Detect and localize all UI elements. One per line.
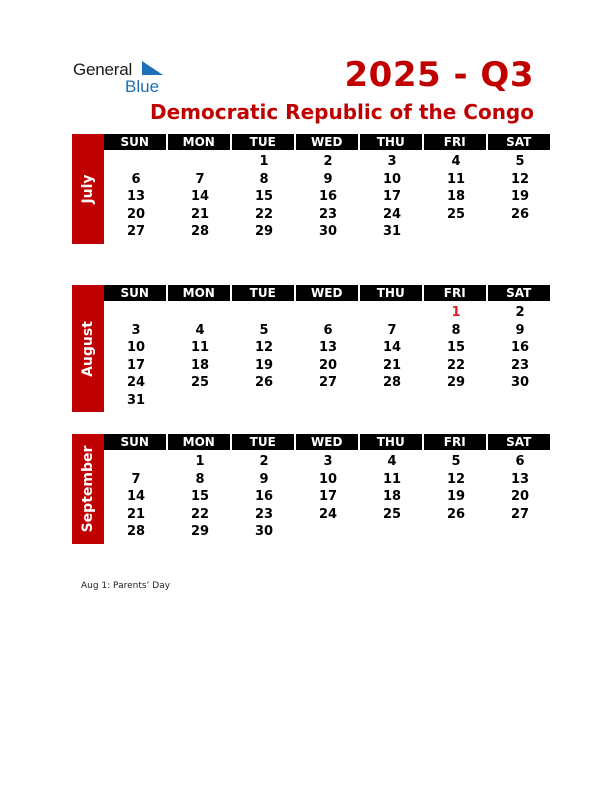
week-row bbox=[104, 171, 552, 189]
page-subtitle: Democratic Republic of the Congo bbox=[149, 100, 534, 124]
week-row bbox=[104, 223, 552, 241]
day-cell: 19 bbox=[510, 189, 530, 204]
day-cell: 24 bbox=[126, 375, 146, 390]
day-cell: 23 bbox=[254, 506, 274, 522]
empty-cell bbox=[104, 153, 168, 171]
weekday-label: WED bbox=[296, 134, 358, 150]
weekday-header bbox=[104, 434, 550, 450]
weekday-label: TUE bbox=[232, 285, 294, 301]
empty-cell bbox=[232, 304, 296, 322]
day-cell: 10 bbox=[126, 340, 146, 355]
day-cell: 20 bbox=[510, 489, 530, 504]
day-cell: 24 bbox=[382, 206, 402, 222]
day-cell: 9 bbox=[259, 471, 269, 487]
week-row bbox=[104, 153, 552, 171]
day-cell: 10 bbox=[382, 171, 402, 187]
day-cell: 26 bbox=[254, 375, 274, 390]
day-cell: 27 bbox=[318, 375, 338, 390]
day-cell: 7 bbox=[131, 471, 141, 487]
month-name: September bbox=[80, 445, 96, 533]
empty-cell bbox=[296, 523, 360, 541]
day-cell: 19 bbox=[254, 357, 274, 373]
day-cell: 22 bbox=[446, 357, 466, 373]
day-cell: 17 bbox=[382, 189, 402, 204]
empty-cell bbox=[488, 392, 552, 410]
day-cell: 12 bbox=[254, 340, 274, 355]
day-cell: 6 bbox=[131, 171, 141, 187]
day-cell: 29 bbox=[446, 375, 466, 390]
day-cell: 27 bbox=[126, 224, 146, 239]
week-row bbox=[104, 523, 552, 541]
day-cell: 13 bbox=[318, 340, 338, 355]
day-cell: 8 bbox=[451, 322, 461, 338]
day-cell: 1 bbox=[259, 154, 269, 169]
day-cell: 5 bbox=[515, 154, 525, 169]
month-label-tab bbox=[72, 285, 104, 412]
day-cell: 30 bbox=[254, 524, 274, 539]
day-cell: 29 bbox=[254, 224, 274, 239]
empty-cell bbox=[488, 223, 552, 241]
day-cell: 26 bbox=[510, 206, 530, 222]
logo-triangle-icon bbox=[139, 61, 165, 77]
week-row bbox=[104, 304, 552, 322]
weekday-label: WED bbox=[296, 285, 358, 301]
week-row bbox=[104, 357, 552, 375]
day-cell: 9 bbox=[515, 322, 525, 338]
weekday-label: WED bbox=[296, 434, 358, 450]
weekday-label: TUE bbox=[232, 434, 294, 450]
day-cell: 18 bbox=[382, 489, 402, 504]
empty-cell bbox=[424, 223, 488, 241]
weekday-label: FRI bbox=[424, 134, 486, 150]
day-cell: 15 bbox=[254, 189, 274, 204]
day-cell: 14 bbox=[382, 340, 402, 355]
day-cell: 28 bbox=[126, 524, 146, 539]
empty-cell bbox=[360, 392, 424, 410]
day-cell: 20 bbox=[126, 206, 146, 222]
empty-cell bbox=[360, 523, 424, 541]
day-cell: 6 bbox=[515, 454, 525, 469]
empty-cell bbox=[232, 392, 296, 410]
day-cell: 30 bbox=[318, 224, 338, 239]
weekday-label: SAT bbox=[488, 134, 550, 150]
day-cell: 13 bbox=[510, 471, 530, 487]
week-row bbox=[104, 488, 552, 506]
day-cell: 23 bbox=[318, 206, 338, 222]
day-cell: 4 bbox=[387, 454, 397, 469]
day-cell: 5 bbox=[451, 454, 461, 469]
day-cell: 12 bbox=[446, 471, 466, 487]
day-cell: 15 bbox=[446, 340, 466, 355]
day-cell: 18 bbox=[446, 189, 466, 204]
empty-cell bbox=[296, 392, 360, 410]
day-cell: 17 bbox=[126, 357, 146, 373]
day-cell: 13 bbox=[126, 189, 146, 204]
day-cell: 22 bbox=[254, 206, 274, 222]
weekday-header bbox=[104, 134, 550, 150]
day-cell: 4 bbox=[451, 154, 461, 169]
day-grid bbox=[104, 453, 552, 541]
day-grid bbox=[104, 304, 552, 409]
day-cell: 2 bbox=[259, 454, 269, 469]
day-cell: 11 bbox=[382, 471, 402, 487]
week-row bbox=[104, 392, 552, 410]
weekday-label: FRI bbox=[424, 434, 486, 450]
day-cell: 17 bbox=[318, 489, 338, 504]
day-cell: 3 bbox=[323, 454, 333, 469]
week-row bbox=[104, 506, 552, 524]
day-cell: 23 bbox=[510, 357, 530, 373]
day-cell: 11 bbox=[446, 171, 466, 187]
day-cell: 27 bbox=[510, 506, 530, 522]
weekday-label: THU bbox=[360, 434, 422, 450]
day-cell: 9 bbox=[323, 171, 333, 187]
weekday-label: SUN bbox=[104, 285, 166, 301]
week-row bbox=[104, 322, 552, 340]
day-cell: 5 bbox=[259, 322, 269, 338]
empty-cell bbox=[104, 453, 168, 471]
day-cell: 19 bbox=[446, 489, 466, 504]
day-cell: 25 bbox=[382, 506, 402, 522]
week-row bbox=[104, 374, 552, 392]
empty-cell bbox=[168, 153, 232, 171]
weekday-label: SUN bbox=[104, 434, 166, 450]
day-cell: 3 bbox=[387, 154, 397, 169]
week-row bbox=[104, 471, 552, 489]
logo-text-general: General bbox=[73, 60, 133, 79]
day-cell: 26 bbox=[446, 506, 466, 522]
week-row bbox=[104, 206, 552, 224]
day-cell: 4 bbox=[195, 322, 205, 338]
empty-cell bbox=[424, 392, 488, 410]
day-cell: 22 bbox=[190, 506, 210, 522]
day-cell: 12 bbox=[510, 171, 530, 187]
day-cell: 3 bbox=[131, 322, 141, 338]
day-cell: 31 bbox=[126, 392, 146, 408]
week-row bbox=[104, 188, 552, 206]
generalblue-logo bbox=[73, 58, 173, 98]
empty-cell bbox=[488, 523, 552, 541]
day-cell: 21 bbox=[126, 506, 146, 522]
month-label-tab bbox=[72, 434, 104, 544]
month-label-tab bbox=[72, 134, 104, 244]
holiday-note: Aug 1: Parents’ Day bbox=[81, 581, 171, 591]
week-row bbox=[104, 339, 552, 357]
day-cell: 7 bbox=[195, 171, 205, 187]
day-cell: 24 bbox=[318, 506, 338, 522]
weekday-label: MON bbox=[168, 434, 230, 450]
weekday-label: MON bbox=[168, 134, 230, 150]
day-cell: 29 bbox=[190, 524, 210, 539]
day-cell: 8 bbox=[259, 171, 269, 187]
empty-cell bbox=[104, 304, 168, 322]
day-cell: 28 bbox=[382, 375, 402, 390]
empty-cell bbox=[424, 523, 488, 541]
day-cell: 15 bbox=[190, 489, 210, 504]
day-cell: 10 bbox=[318, 471, 338, 487]
page-title: 2025 - Q3 bbox=[344, 55, 534, 95]
empty-cell bbox=[168, 304, 232, 322]
day-cell: 16 bbox=[318, 189, 338, 204]
day-cell: 21 bbox=[382, 357, 402, 373]
weekday-label: FRI bbox=[424, 285, 486, 301]
day-cell: 20 bbox=[318, 357, 338, 373]
day-cell: 31 bbox=[382, 224, 402, 239]
empty-cell bbox=[296, 304, 360, 322]
day-grid bbox=[104, 153, 552, 241]
day-cell: 25 bbox=[190, 375, 210, 390]
month-name: July bbox=[80, 174, 96, 204]
day-cell: 2 bbox=[323, 154, 333, 169]
day-cell: 18 bbox=[190, 357, 210, 373]
weekday-label: THU bbox=[360, 285, 422, 301]
day-cell: 21 bbox=[190, 206, 210, 222]
weekday-label: TUE bbox=[232, 134, 294, 150]
weekday-label: MON bbox=[168, 285, 230, 301]
empty-cell bbox=[168, 392, 232, 410]
day-cell: 1 bbox=[195, 454, 205, 469]
day-cell: 14 bbox=[126, 489, 146, 504]
weekday-label: SUN bbox=[104, 134, 166, 150]
day-cell: 7 bbox=[387, 322, 397, 338]
day-cell: 2 bbox=[515, 305, 525, 320]
week-row bbox=[104, 453, 552, 471]
day-cell: 6 bbox=[323, 322, 333, 338]
logo-text-blue: Blue bbox=[125, 77, 160, 96]
day-cell: 8 bbox=[195, 471, 205, 487]
month-name: August bbox=[80, 320, 96, 377]
weekday-header bbox=[104, 285, 550, 301]
empty-cell bbox=[360, 304, 424, 322]
day-cell: 30 bbox=[510, 375, 530, 390]
day-cell: 28 bbox=[190, 224, 210, 239]
day-cell: 14 bbox=[190, 189, 210, 204]
day-cell: 16 bbox=[254, 489, 274, 504]
day-cell: 25 bbox=[446, 206, 466, 222]
weekday-label: SAT bbox=[488, 285, 550, 301]
weekday-label: SAT bbox=[488, 434, 550, 450]
weekday-label: THU bbox=[360, 134, 422, 150]
day-cell: 16 bbox=[510, 340, 530, 355]
day-cell: 1 bbox=[451, 305, 461, 320]
day-cell: 11 bbox=[190, 340, 210, 355]
